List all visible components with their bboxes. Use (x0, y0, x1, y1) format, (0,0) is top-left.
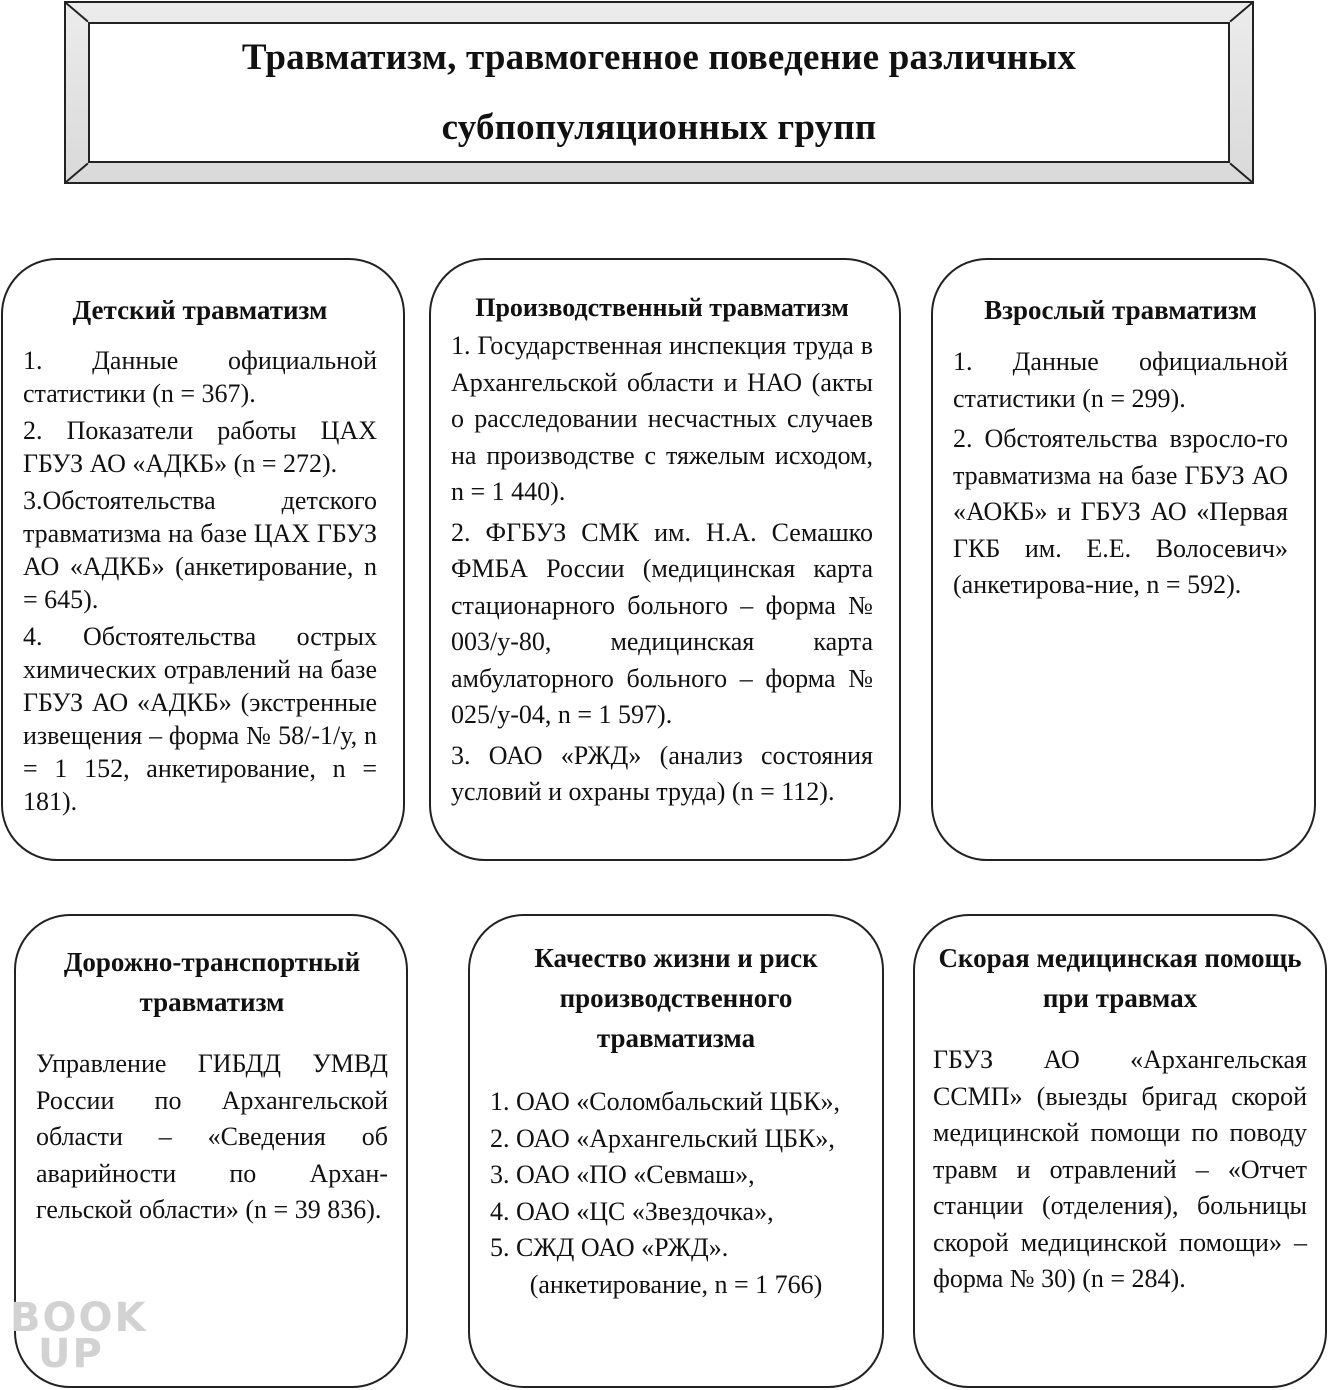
box-adult-injuries (931, 258, 1316, 861)
box-title: Взрослый травматизм (984, 295, 1257, 325)
list-item: ГБУЗ АО «Архангельская ССМП» (выезды бригад скорой медицинской помощи по поводу травм и отравлений – «Отчет станции (отделения), больницы скорой медицинской помощи» – форма № 30) (n = 284). (933, 1045, 1307, 1293)
box-title: Дорожно-транспортный травматизм (63, 947, 361, 1017)
list-item: 1. Государственная инспекция труда в Архангельской области и НАО (акты о расследовании несчастных случаев на производстве с тяжелым исходом, n = 1 440). (451, 331, 873, 506)
box-title: Производственный травматизм (475, 293, 849, 322)
list-item: 3.Обстоятельства детского травматизма на базе ЦАХ ГБУЗ АО «АДКБ» (анкетирование, n = 645). (23, 486, 377, 614)
list-item: 4. Обстоятельства острых химических отравлений на базе ГБУЗ АО «АДКБ» (экстренные извещения – форма № 58/-1/у, n = 1 152, анкетирование, n = 181). (23, 622, 377, 816)
list-item: 5. СЖД ОАО «РЖД». (490, 1233, 729, 1262)
box-title: Качество жизни и риск производственного травматизма (534, 943, 818, 1053)
list-item: 1. Данные официальной статистики (n = 299). (953, 347, 1288, 413)
list-item: 3. ОАО «ПО «Севмаш», (490, 1160, 755, 1189)
list-item: 2. ФГБУЗ СМК им. Н.А. Семашко ФМБА России (медицинская карта стационарного больного – форма № 003/у-80, медицинская карта амбулаторного больного – форма № 025/у-04, n = 1 597). (451, 517, 873, 729)
box-industrial-injuries (429, 258, 901, 861)
list-item: 2. Показатели работы ЦАХ ГБУЗ АО «АДКБ» (n = 272). (23, 416, 377, 478)
list-item: 1. ОАО «Соломбальский ЦБК», (490, 1087, 841, 1116)
list-item: 3. ОАО «РЖД» (анализ состояния условий и охраны труда) (n = 112). (451, 740, 873, 806)
list-item: 2. Обстоятельства взросло-го травматизма на базе ГБУЗ АО «АОКБ» и ГБУЗ АО «Первая ГКБ им. Е.Е. Волосевич» (анкетирова-ние, n = 592). (953, 424, 1288, 599)
list-item: 2. ОАО «Архангельский ЦБК», (490, 1123, 835, 1153)
list-item: 1. Данные официальной статистики (n = 367). (23, 346, 377, 408)
watermark-line-2: UP (38, 1331, 104, 1377)
list-item: Управление ГИБДД УМВД России по Архангельской области – «Сведения об аварийности по Архан-гельской области» (n = 39 836). (36, 1049, 388, 1224)
box-ambulance-care (913, 914, 1327, 1388)
watermark-line-1: BOOK (10, 1295, 148, 1341)
title-line-1: Травматизм, травмогенное поведение различных (241, 36, 1077, 78)
page-title (88, 22, 1230, 163)
box-quality-of-life (468, 914, 884, 1388)
title-line-2: субпопуляционных групп (441, 106, 877, 148)
watermark-logo (10, 1295, 148, 1377)
title-frame (64, 1, 1254, 184)
box-title: Детский травматизм (72, 295, 328, 325)
box-child-injuries (1, 258, 405, 861)
list-item: 4. ОАО «ЦС «Звездочка», (490, 1196, 774, 1226)
list-item: (анкетирование, n = 1 766) (529, 1269, 823, 1299)
box-title: Скорая медицинская помощь при травмах (938, 943, 1302, 1013)
